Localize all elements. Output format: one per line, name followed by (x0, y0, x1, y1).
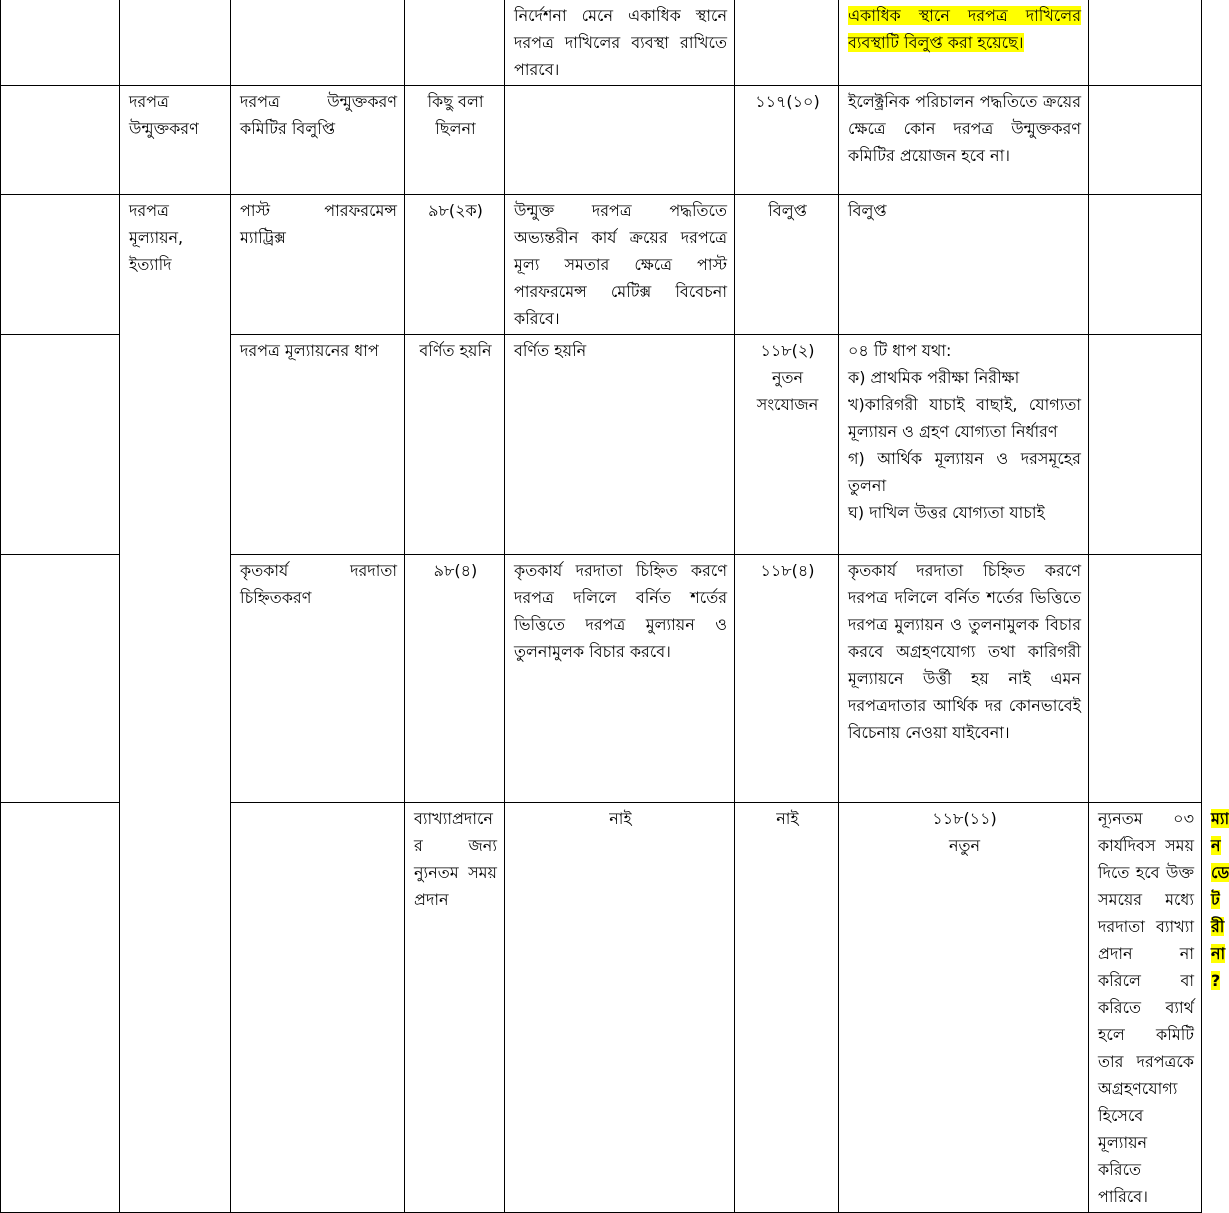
new-text-cell (839, 335, 1089, 555)
prev-rule-cell (405, 0, 505, 86)
table-row (1, 0, 1202, 86)
new-text-cell: ইলেক্ট্রনিক পরিচালন পদ্ধতিতে ক্রয়ের ক্ষেত্রে কোন দরপত্র উন্মুক্তকরণ কমিটির প্রয়োজন হবে না। (839, 86, 1089, 195)
new-rule-cell: বিলুপ্ত (735, 195, 839, 335)
new-rule-cell (839, 803, 1089, 1213)
rule-line: নতুন (948, 836, 981, 855)
new-rule-cell (735, 335, 839, 555)
serial-cell (1, 195, 120, 335)
category-cell (120, 0, 231, 86)
rule-line: ১১৮(২) (760, 341, 815, 360)
remark-cell (1089, 86, 1202, 195)
topic-cell: কৃতকার্য দরদাতা চিহ্নিতকরণ (231, 555, 405, 803)
category-cell: দরপত্র উন্মুক্তকরণ (120, 86, 231, 195)
topic-cell: দরপত্র মূল্যায়নের ধাপ (231, 335, 405, 555)
serial-cell (1, 803, 120, 1213)
highlighted-remark: ম্যানডেটরী না? (1211, 809, 1229, 990)
remark-cell (1089, 195, 1202, 335)
table-row (1, 86, 1202, 195)
new-text-cell: কৃতকার্য দরদাতা চিহ্নিত করণে দরপত্র দলিলে বর্নিত শর্তের ভিত্তিতে দরপত্র মুল্যায়ন ও তুলনামুলক বিচার করবে অগ্রহণযোগ্য তথা কারিগরী মূল্যায়নে উর্ত্তী হয় নাই এমন দরপত্রদাতার আর্থিক দর কোনভাবেই বিচেনায় নেওয়া যাইবেনা। (839, 555, 1089, 803)
rule-line: সংযোজন (756, 395, 819, 414)
topic-cell: ব্যাখ্যাপ্রদানের জন্য ন্যুনতম সময় প্রদান (405, 803, 505, 1213)
prev-rule-cell: কিছু বলা ছিলনা (405, 86, 505, 195)
category-cell (231, 803, 405, 1213)
prev-text-cell: কৃতকার্য দরদাতা চিহ্নিত করণে দরপত্র দলিলে বর্নিত শর্তের ভিত্তিতে দরপত্র মুল্যায়ন ও তুলনামুলক বিচার করবে। (505, 555, 735, 803)
prev-rule-cell: বর্ণিত হয়নি (405, 335, 505, 555)
rule-line: ১১৮(১১) (932, 809, 997, 828)
table-row (1, 195, 1202, 335)
category-line: ইত্যাদি (129, 255, 172, 274)
remark-cell (1089, 0, 1202, 86)
new-rule-cell: ১১৭(১০) (735, 86, 839, 195)
new-text-cell: ন্যূনতম ০৩ কার্যদিবস সময় দিতে হবে উক্ত সময়ের মধ্যে দরদাতা ব্যাখ্যা প্রদান না করিলে বা করিতে ব্যার্থ হলে কমিটি তার দরপত্রকে অগ্রহণযোগ্য হিসেবে মূল্যায়ন করিতে পারিবে। (1089, 803, 1202, 1213)
prev-rule-cell: নাই (505, 803, 735, 1213)
rule-line: নুতন (771, 368, 804, 387)
prev-text-cell: নির্দেশনা মেনে একাধিক স্থানে দরপত্র দাখিলের ব্যবস্থা রাখিতে পারবে। (505, 0, 735, 86)
topic-cell (231, 0, 405, 86)
serial-cell (1, 86, 120, 195)
prev-text-cell (505, 86, 735, 195)
prev-rule-cell: ৯৮(৪) (405, 555, 505, 803)
category-line: দরপত্র (129, 201, 169, 220)
step-item: খ)কারিগরী যাচাই বাছাই, যোগ্যতা মূল্যায়ন ও গ্রহণ যোগ্যতা নির্ধারণ (848, 395, 1081, 441)
serial-cell (1, 0, 120, 86)
prev-rule-cell: ৯৮(২ক) (405, 195, 505, 335)
step-item: গ) আর্থিক মূল্যায়ন ও দরসমূহের তুলনা (848, 449, 1081, 495)
new-rule-cell (735, 0, 839, 86)
highlighted-text: একাধিক স্থানে দরপত্র দাখিলের ব্যবস্থাটি বিলুপ্ত করা হয়েছে। (848, 6, 1081, 52)
remark-cell (1089, 335, 1202, 555)
step-item: ক) প্রাথমিক পরীক্ষা নিরীক্ষা (848, 368, 1020, 387)
serial-cell (1, 335, 120, 555)
remark-cell (1089, 555, 1202, 803)
prev-text-cell: নাই (735, 803, 839, 1213)
serial-cell (1, 555, 120, 803)
topic-cell: দরপত্র উন্মুক্তকরণ কমিটির বিলুপ্তি (231, 86, 405, 195)
topic-cell: পাস্ট পারফরমেন্স ম্যাট্রিক্স (231, 195, 405, 335)
step-item: ঘ) দাখিল উত্তর যোগ্যতা যাচাই (848, 503, 1045, 522)
category-line: মূল্যায়ন, (129, 228, 184, 247)
prev-text-cell: উন্মুক্ত দরপত্র পদ্ধতিতে অভ্যন্তরীন কার্য ক্রয়ের দরপত্রে মূল্য সমতার ক্ষেত্রে পাস্ট পারফরমেন্স মেটিক্স বিবেচনা করিবে। (505, 195, 735, 335)
category-cell (120, 195, 231, 1213)
steps-intro: ০৪ টি ধাপ যথা: (848, 341, 952, 360)
prev-text-cell: বর্ণিত হয়নি (505, 335, 735, 555)
new-rule-cell: ১১৮(৪) (735, 555, 839, 803)
new-text-cell (839, 0, 1089, 86)
new-text-cell: বিলুপ্ত (839, 195, 1089, 335)
